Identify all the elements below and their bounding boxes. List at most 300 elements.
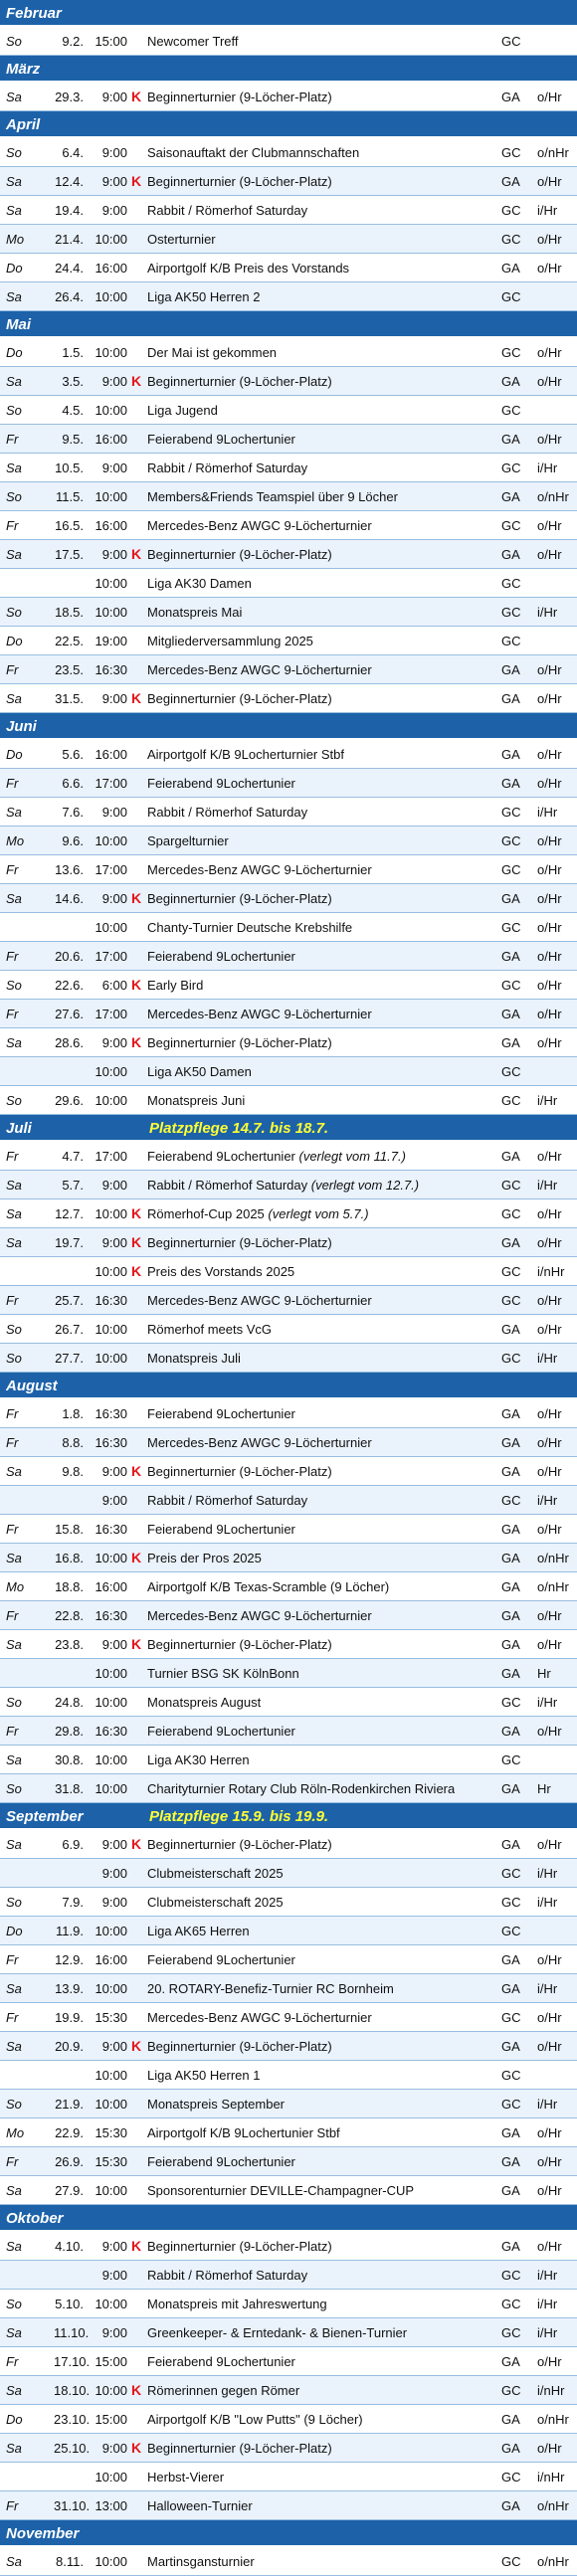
event-name: Beginnerturnier (9-Löcher-Platz): [147, 1235, 332, 1250]
play-mode: o/Hr: [537, 2125, 562, 2140]
time: 10:00: [95, 605, 127, 620]
event-name: Liga AK30 Damen: [147, 576, 252, 591]
event-row: [0, 2261, 577, 2290]
k-marker: K: [131, 2238, 142, 2254]
play-mode: o/Hr: [537, 1608, 562, 1623]
weekday: Mo: [6, 2125, 25, 2140]
play-mode: o/nHr: [537, 2554, 569, 2569]
time: 10:00: [95, 2297, 127, 2311]
play-mode: i/Hr: [537, 460, 558, 475]
category: GC: [501, 1351, 521, 1366]
date: 22.6.: [55, 978, 84, 993]
play-mode: o/Hr: [537, 862, 562, 877]
event-name: Monatspreis mit Jahreswertung: [147, 2297, 327, 2311]
event-row: [0, 2118, 577, 2147]
play-mode: o/Hr: [537, 1637, 562, 1652]
weekday: Mo: [6, 232, 25, 247]
weekday: Fr: [6, 1522, 19, 1537]
event-row: [0, 482, 577, 511]
event-row: [0, 2491, 577, 2520]
time: 9:00: [101, 2441, 127, 2456]
category: GA: [501, 662, 520, 677]
time: 10:00: [95, 1981, 127, 1996]
time: 16:00: [95, 261, 127, 276]
event-name: Liga AK50 Herren 1: [147, 2068, 261, 2083]
date: 26.7.: [55, 1322, 84, 1337]
date: 25.7.: [55, 1293, 84, 1308]
play-mode: o/Hr: [537, 2354, 562, 2369]
month-header: [0, 1373, 577, 1399]
event-row: [0, 1486, 577, 1515]
play-mode: o/Hr: [537, 261, 562, 276]
event-row: [0, 1228, 577, 1257]
play-mode: Hr: [537, 1666, 551, 1681]
weekday: Fr: [6, 862, 19, 877]
date: 27.9.: [55, 2183, 84, 2198]
play-mode: o/nHr: [537, 1579, 569, 1594]
event-name: Feierabend 9Lochertunier: [147, 776, 295, 791]
k-marker: K: [131, 1205, 142, 1221]
time: 16:00: [95, 432, 127, 447]
category: GC: [501, 460, 521, 475]
date: 24.4.: [55, 261, 84, 276]
play-mode: o/Hr: [537, 174, 562, 189]
event-name: Liga AK50 Damen: [147, 1064, 252, 1079]
event-row: [0, 1028, 577, 1057]
weekday: Fr: [6, 1724, 19, 1739]
date: 21.9.: [55, 2097, 84, 2112]
event-name: Beginnerturnier (9-Löcher-Platz): [147, 174, 332, 189]
month-name: Juli: [6, 1120, 32, 1137]
weekday: Sa: [6, 1752, 22, 1767]
play-mode: i/Hr: [537, 2325, 558, 2340]
category: GC: [501, 232, 521, 247]
play-mode: o/Hr: [537, 2154, 562, 2169]
category: GA: [501, 2441, 520, 2456]
event-name: Beginnerturnier (9-Löcher-Platz): [147, 2441, 332, 2456]
event-row: [0, 655, 577, 684]
event-row: [0, 1601, 577, 1630]
event-row: [0, 1774, 577, 1803]
category: GC: [501, 2010, 521, 2025]
time: 9:00: [101, 1895, 127, 1910]
event-name: Beginnerturnier (9-Löcher-Platz): [147, 1837, 332, 1852]
time: 9:00: [101, 1464, 127, 1479]
weekday: Sa: [6, 2239, 22, 2254]
time: 10:00: [95, 289, 127, 304]
date: 1.5.: [62, 345, 84, 360]
weekday: Fr: [6, 776, 19, 791]
weekday: So: [6, 34, 22, 49]
event-name: Charityturnier Rotary Club Röln-Rodenkirchen Riviera: [147, 1781, 456, 1796]
category: GC: [501, 634, 521, 648]
k-marker: K: [131, 2038, 142, 2054]
time: 17:00: [95, 776, 127, 791]
event-name: Mitgliederversammlung 2025: [147, 634, 313, 648]
weekday: Sa: [6, 460, 22, 475]
event-name: Beginnerturnier (9-Löcher-Platz): [147, 1464, 332, 1479]
month-header: [0, 1115, 577, 1142]
k-marker: K: [131, 890, 142, 906]
month-name: Februar: [6, 5, 62, 22]
time: 16:30: [95, 1406, 127, 1421]
event-row: [0, 2290, 577, 2318]
date: 7.9.: [62, 1895, 84, 1910]
k-marker: K: [131, 2440, 142, 2456]
play-mode: o/Hr: [537, 547, 562, 562]
date: 9.8.: [62, 1464, 84, 1479]
date: 22.5.: [55, 634, 84, 648]
date: 29.3.: [55, 90, 84, 104]
weekday: Fr: [6, 1406, 19, 1421]
event-row: [0, 1572, 577, 1601]
time: 13:00: [95, 2498, 127, 2513]
date: 23.10.: [54, 2412, 91, 2427]
category: GC: [501, 2297, 521, 2311]
event-row: [0, 2147, 577, 2176]
play-mode: o/Hr: [537, 1322, 562, 1337]
event-name: Airportgolf K/B Preis des Vorstands: [147, 261, 350, 276]
time: 17:00: [95, 1149, 127, 1164]
time: 9:00: [101, 1035, 127, 1050]
month-header: [0, 0, 577, 27]
month-name: Mai: [6, 316, 32, 333]
weekday: Do: [6, 261, 23, 276]
event-name: Liga Jugend: [147, 403, 218, 418]
category: GC: [501, 862, 521, 877]
date: 27.6.: [55, 1007, 84, 1021]
date: 25.10.: [54, 2441, 91, 2456]
event-name: Airportgolf K/B Texas-Scramble (9 Löcher): [147, 1579, 390, 1594]
date: 20.9.: [55, 2039, 84, 2054]
event-row: [0, 627, 577, 655]
category: GA: [501, 261, 520, 276]
event-name: Feierabend 9Lochertunier (verlegt vom 11.7.): [147, 1149, 406, 1164]
category: GA: [501, 1666, 520, 1681]
category: GA: [501, 2039, 520, 2054]
weekday: So: [6, 1781, 22, 1796]
date: 5.6.: [62, 747, 84, 762]
k-marker: K: [131, 1636, 142, 1652]
category: GA: [501, 1608, 520, 1623]
play-mode: i/Hr: [537, 2268, 558, 2283]
play-mode: o/Hr: [537, 1464, 562, 1479]
event-row: [0, 740, 577, 769]
weekday: Sa: [6, 174, 22, 189]
date: 12.4.: [55, 174, 84, 189]
k-marker: K: [131, 2382, 142, 2398]
date: 12.9.: [55, 1952, 84, 1967]
date: 22.8.: [55, 1608, 84, 1623]
k-marker: K: [131, 690, 142, 706]
date: 10.5.: [55, 460, 84, 475]
weekday: So: [6, 1093, 22, 1108]
date: 21.4.: [55, 232, 84, 247]
date: 19.7.: [55, 1235, 84, 1250]
weekday: Fr: [6, 2154, 19, 2169]
date: 9.2.: [62, 34, 84, 49]
play-mode: o/Hr: [537, 1724, 562, 1739]
weekday: Sa: [6, 203, 22, 218]
event-row: [0, 1457, 577, 1486]
event-name: Rabbit / Römerhof Saturday: [147, 805, 308, 820]
event-row: [0, 425, 577, 454]
event-name: Mercedes-Benz AWGC 9-Löcherturnier: [147, 1608, 372, 1623]
date: 3.5.: [62, 374, 84, 389]
date: 6.6.: [62, 776, 84, 791]
event-row: [0, 2232, 577, 2261]
play-mode: o/Hr: [537, 833, 562, 848]
event-row: [0, 2032, 577, 2061]
time: 17:00: [95, 862, 127, 877]
event-name: Halloween-Turnier: [147, 2498, 253, 2513]
date: 18.5.: [55, 605, 84, 620]
date: 12.7.: [55, 1206, 84, 1221]
time: 10:00: [95, 833, 127, 848]
play-mode: i/Hr: [537, 1695, 558, 1710]
event-name: Monatspreis Juli: [147, 1351, 241, 1366]
weekday: Sa: [6, 1178, 22, 1193]
time: 10:00: [95, 1093, 127, 1108]
time: 10:00: [95, 2554, 127, 2569]
category: GA: [501, 1435, 520, 1450]
event-name: Rabbit / Römerhof Saturday: [147, 460, 308, 475]
weekday: Fr: [6, 1952, 19, 1967]
event-row: [0, 167, 577, 196]
date: 5.7.: [62, 1178, 84, 1193]
category: GC: [501, 518, 521, 533]
weekday: Do: [6, 747, 23, 762]
event-name: Römerhof meets VcG: [147, 1322, 272, 1337]
weekday: Sa: [6, 1981, 22, 1996]
k-marker: K: [131, 546, 142, 562]
category: GA: [501, 489, 520, 504]
month-header: [0, 2520, 577, 2547]
time: 16:30: [95, 1435, 127, 1450]
category: GC: [501, 2068, 521, 2083]
month-header: [0, 1803, 577, 1830]
event-name: Herbst-Vierer: [147, 2470, 225, 2484]
k-marker: K: [131, 173, 142, 189]
event-row: [0, 1086, 577, 1115]
category: GC: [501, 2470, 521, 2484]
event-name: Early Bird: [147, 978, 204, 993]
time: 9:00: [101, 1837, 127, 1852]
k-marker: K: [131, 1034, 142, 1050]
time: 9:00: [101, 1493, 127, 1508]
event-name: Feierabend 9Lochertunier: [147, 432, 295, 447]
time: 9:00: [101, 805, 127, 820]
event-name: Monatspreis Mai: [147, 605, 243, 620]
event-row: [0, 913, 577, 942]
weekday: So: [6, 1351, 22, 1366]
weekday: Fr: [6, 2010, 19, 2025]
category: GA: [501, 374, 520, 389]
date: 1.8.: [62, 1406, 84, 1421]
play-mode: i/nHr: [537, 2470, 565, 2484]
date: 4.10.: [55, 2239, 84, 2254]
weekday: Sa: [6, 289, 22, 304]
event-row: [0, 2547, 577, 2576]
event-row: [0, 1630, 577, 1659]
weekday: Do: [6, 345, 23, 360]
category: GC: [501, 1293, 521, 1308]
time: 9:00: [101, 174, 127, 189]
category: GC: [501, 1695, 521, 1710]
event-name: Martinsgansturnier: [147, 2554, 255, 2569]
play-mode: i/Hr: [537, 1895, 558, 1910]
date: 6.9.: [62, 1837, 84, 1852]
event-remark: (verlegt vom 5.7.): [268, 1206, 369, 1221]
category: GA: [501, 691, 520, 706]
play-mode: i/Hr: [537, 1981, 558, 1996]
event-name: Rabbit / Römerhof Saturday: [147, 203, 308, 218]
category: GA: [501, 2154, 520, 2169]
event-row: [0, 2318, 577, 2347]
weekday: So: [6, 403, 22, 418]
date: 17.10.: [54, 2354, 91, 2369]
month-header: [0, 111, 577, 138]
event-row: [0, 1974, 577, 2003]
play-mode: i/Hr: [537, 2097, 558, 2112]
date: 11.10.: [54, 2325, 90, 2340]
time: 10:00: [95, 1695, 127, 1710]
event-name: Monatspreis Juni: [147, 1093, 246, 1108]
time: 10:00: [95, 1264, 127, 1279]
date: 11.9.: [56, 1924, 84, 1938]
category: GC: [501, 805, 521, 820]
time: 10:00: [95, 2383, 127, 2398]
event-row: [0, 1199, 577, 1228]
event-name: Rabbit / Römerhof Saturday: [147, 1493, 308, 1508]
time: 10:00: [95, 2068, 127, 2083]
time: 15:30: [95, 2125, 127, 2140]
k-marker: K: [131, 1463, 142, 1479]
date: 31.10.: [54, 2498, 91, 2513]
date: 4.5.: [62, 403, 84, 418]
weekday: Fr: [6, 662, 19, 677]
play-mode: o/Hr: [537, 1035, 562, 1050]
weekday: So: [6, 1695, 22, 1710]
time: 16:30: [95, 1522, 127, 1537]
event-row: [0, 827, 577, 855]
category: GA: [501, 1781, 520, 1796]
date: 19.9.: [55, 2010, 84, 2025]
weekday: Fr: [6, 1007, 19, 1021]
date: 29.6.: [55, 1093, 84, 1108]
weekday: So: [6, 489, 22, 504]
category: GC: [501, 1866, 521, 1881]
play-mode: o/Hr: [537, 1435, 562, 1450]
time: 15:00: [95, 2412, 127, 2427]
play-mode: o/Hr: [537, 1149, 562, 1164]
play-mode: o/Hr: [537, 1007, 562, 1021]
time: 9:00: [101, 547, 127, 562]
month-header: [0, 311, 577, 338]
play-mode: o/Hr: [537, 90, 562, 104]
play-mode: Hr: [537, 1781, 551, 1796]
date: 4.7.: [62, 1149, 84, 1164]
time: 9:00: [101, 374, 127, 389]
date: 30.8.: [55, 1752, 84, 1767]
maintenance-note: Platzpflege 14.7. bis 18.7.: [149, 1120, 329, 1137]
event-name: Mercedes-Benz AWGC 9-Löcherturnier: [147, 1435, 372, 1450]
play-mode: o/Hr: [537, 518, 562, 533]
month-name: April: [6, 116, 41, 133]
weekday: So: [6, 2097, 22, 2112]
play-mode: o/Hr: [537, 747, 562, 762]
event-name: Monatspreis August: [147, 1695, 262, 1710]
event-name: Feierabend 9Lochertunier: [147, 2154, 295, 2169]
event-row: [0, 2376, 577, 2405]
event-name: Rabbit / Römerhof Saturday: [147, 2268, 308, 2283]
k-marker: K: [131, 977, 142, 993]
event-name: Preis des Vorstands 2025: [147, 1264, 295, 1279]
time: 10:00: [95, 1206, 127, 1221]
play-mode: o/Hr: [537, 1206, 562, 1221]
event-row: [0, 1888, 577, 1917]
category: GA: [501, 1322, 520, 1337]
event-row: [0, 2003, 577, 2032]
category: GA: [501, 90, 520, 104]
weekday: Sa: [6, 2554, 22, 2569]
event-row: [0, 884, 577, 913]
category: GC: [501, 145, 521, 160]
event-row: [0, 1746, 577, 1774]
time: 16:00: [95, 1579, 127, 1594]
event-row: [0, 1257, 577, 1286]
play-mode: i/nHr: [537, 1264, 565, 1279]
event-row: [0, 1315, 577, 1344]
play-mode: o/Hr: [537, 432, 562, 447]
play-mode: o/Hr: [537, 2239, 562, 2254]
time: 10:00: [95, 1351, 127, 1366]
time: 9:00: [101, 2239, 127, 2254]
event-name: Beginnerturnier (9-Löcher-Platz): [147, 1035, 332, 1050]
category: GC: [501, 2383, 521, 2398]
play-mode: o/Hr: [537, 1837, 562, 1852]
date: 15.8.: [55, 1522, 84, 1537]
k-marker: K: [131, 1263, 142, 1279]
play-mode: i/Hr: [537, 203, 558, 218]
event-name: Der Mai ist gekommen: [147, 345, 278, 360]
time: 10:00: [95, 2470, 127, 2484]
event-row: [0, 254, 577, 282]
event-name: Beginnerturnier (9-Löcher-Platz): [147, 2239, 332, 2254]
weekday: Fr: [6, 1149, 19, 1164]
event-name: Beginnerturnier (9-Löcher-Platz): [147, 90, 332, 104]
month-header: [0, 2205, 577, 2232]
play-mode: o/nHr: [537, 2412, 569, 2427]
event-row: [0, 942, 577, 971]
event-name: Preis der Pros 2025: [147, 1551, 262, 1565]
play-mode: o/Hr: [537, 374, 562, 389]
time: 10:00: [95, 1781, 127, 1796]
play-mode: i/Hr: [537, 1866, 558, 1881]
weekday: Sa: [6, 2383, 22, 2398]
date: 14.6.: [55, 891, 84, 906]
event-row: [0, 138, 577, 167]
weekday: Sa: [6, 1035, 22, 1050]
category: GA: [501, 1637, 520, 1652]
event-row: [0, 684, 577, 713]
category: GA: [501, 1149, 520, 1164]
date: 31.8.: [55, 1781, 84, 1796]
category: GA: [501, 1724, 520, 1739]
time: 15:00: [95, 34, 127, 49]
category: GA: [501, 547, 520, 562]
date: 28.6.: [55, 1035, 84, 1050]
